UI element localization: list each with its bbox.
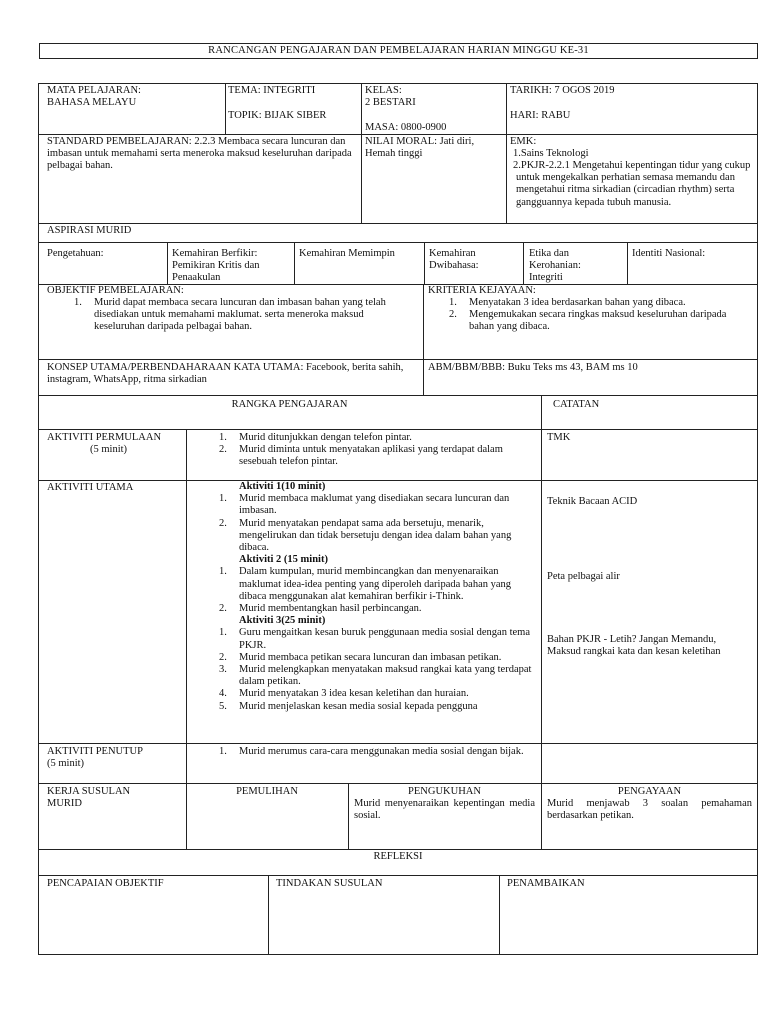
objektif-list bbox=[68, 297, 398, 334]
permulaan-catatan: TMK bbox=[547, 432, 571, 443]
mata-pelajaran-label: MATA PELAJARAN: bbox=[47, 85, 141, 96]
aktiviti-2-list bbox=[213, 566, 535, 615]
list-item: 1. Murid ditunjukkan dengan telefon pintar. bbox=[219, 432, 412, 443]
aspirasi-kemahiran-memimpin: Kemahiran Memimpin bbox=[299, 248, 395, 259]
susulan-label: KERJA SUSULAN MURID bbox=[47, 786, 131, 810]
list-item: 2. Murid menyatakan pendapat sama ada bersetuju, menarik, mengelirukan dan tidak bersetuju dengan idea dalam bahan yang dibaca. bbox=[219, 517, 512, 554]
utama-catatan-1: Teknik Bacaan ACID bbox=[547, 496, 638, 507]
pengukuhan-heading: PENGUKUHAN bbox=[408, 786, 481, 797]
aspirasi-dwibahasa: Kemahiran Dwibahasa: bbox=[429, 248, 479, 272]
pengayaan-heading: PENGAYAAN bbox=[617, 786, 682, 797]
rangka-heading: RANGKA PENGAJARAN bbox=[231, 399, 348, 410]
aspirasi-heading: ASPIRASI MURID bbox=[47, 225, 132, 236]
emk-item-1: 1.Sains Teknologi bbox=[513, 148, 589, 159]
kriteria-list bbox=[443, 297, 748, 334]
aspirasi-identiti: Identiti Nasional: bbox=[632, 248, 706, 259]
catatan-heading: CATATAN bbox=[553, 399, 600, 410]
refleksi-heading: REFLEKSI bbox=[373, 851, 423, 862]
standard-pembelajaran: STANDARD PEMBELAJARAN: 2.2.3 Membaca secara luncuran dan imbasan untuk memahami serta meneroka maksud keseluruhan daripada pelbagai bahan. bbox=[47, 136, 352, 172]
penutup-time: (5 minit) bbox=[47, 758, 85, 769]
list-item: 2. Mengemukakan secara ringkas maksud keseluruhan daripada bahan yang dibaca. bbox=[449, 309, 727, 333]
list-item: 1. Murid membaca maklumat yang disediakan secara luncuran dan imbasan. bbox=[219, 493, 510, 517]
hari: HARI: RABU bbox=[510, 110, 571, 121]
aspirasi-kemahiran-berfikir: Kemahiran Berfikir: Pemikiran Kritis dan Penaakulan bbox=[172, 248, 260, 284]
list-item: 4. Murid menyatakan 3 idea kesan keletihan dan huraian. bbox=[219, 688, 469, 700]
aspirasi-pengetahuan: Pengetahuan: bbox=[47, 248, 104, 259]
refleksi-tindakan: TINDAKAN SUSULAN bbox=[276, 878, 383, 889]
list-item: 1. Guru mengaitkan kesan buruk penggunaan media sosial dengan tema PKJR. bbox=[219, 627, 530, 651]
nilai-moral: NILAI MORAL: Jati diri, Hemah tinggi bbox=[365, 136, 475, 160]
pengayaan-text: Murid menjawab 3 soalan pemahaman berdasarkan petikan. bbox=[547, 798, 752, 822]
masa: MASA: 0800-0900 bbox=[365, 122, 447, 133]
pengukuhan-text: Murid menyenaraikan kepentingan media sosial. bbox=[354, 798, 535, 822]
kriteria-heading: KRITERIA KEJAYAAN: bbox=[428, 285, 536, 296]
mata-pelajaran-value: BAHASA MELAYU bbox=[47, 97, 137, 108]
permulaan-label: AKTIVITI PERMULAAN bbox=[47, 432, 162, 443]
tema: TEMA: INTEGRITI bbox=[228, 85, 316, 96]
penutup-label: AKTIVITI PENUTUP bbox=[47, 746, 143, 757]
list-item: 1. Murid dapat membaca secara luncuran dan imbasan bahan yang telah disediakan untuk memahami maklumat. serta meneroka maksud keseluruhan daripada pelbagai bahan. bbox=[74, 297, 386, 333]
pemulihan-heading: PEMULIHAN bbox=[236, 786, 298, 797]
objektif-heading: OBJEKTIF PEMBELAJARAN: bbox=[47, 285, 184, 296]
list-item: 3. Murid melengkapkan menyatakan maksud rangkai kata yang terdapat dalam petikan. bbox=[219, 664, 532, 688]
aktiviti-1-list bbox=[213, 493, 535, 554]
penutup-list bbox=[213, 746, 535, 758]
emk-item-2: 2.PKJR-2.2.1 Mengetahui kepentingan tidur yang cukup untuk mengekalkan perhatian semasa memandu dan mengetahui ritma sirkadian (circadian rhythm) serta gangguannya kepada tubuh manusia. bbox=[513, 160, 751, 208]
utama-label: AKTIVITI UTAMA bbox=[47, 482, 134, 493]
permulaan-list bbox=[213, 432, 535, 469]
list-item: 1. Murid merumus cara-cara menggunakan media sosial dengan bijak. bbox=[219, 746, 524, 757]
permulaan-time: (5 minit) bbox=[90, 444, 128, 455]
refleksi-pencapaian: PENCAPAIAN OBJEKTIF bbox=[47, 878, 164, 889]
topik: TOPIK: BIJAK SIBER bbox=[228, 110, 327, 121]
aktiviti-1-title: Aktiviti 1(10 minit) bbox=[239, 481, 326, 492]
abm-bbm: ABM/BBM/BBB: Buku Teks ms 43, BAM ms 10 bbox=[428, 362, 638, 373]
konsep-utama: KONSEP UTAMA/PERBENDAHARAAN KATA UTAMA: Facebook, berita sahih, instagram, WhatsApp, ritma sirkadian bbox=[47, 362, 404, 386]
list-item: 2. Murid membentangkan hasil perbincangan. bbox=[219, 603, 422, 615]
aspirasi-etika: Etika dan Kerohanian: Integriti bbox=[529, 248, 581, 284]
utama-catatan-3: Bahan PKJR - Letih? Jangan Memandu, Maksud rangkai kata dan kesan keletihan bbox=[547, 634, 721, 658]
list-item: 2. Murid membaca petikan secara luncuran dan imbasan petikan. bbox=[219, 651, 502, 663]
list-item: 2. Murid diminta untuk menyatakan aplikasi yang terdapat dalam sesebuah telefon pintar. bbox=[219, 444, 503, 468]
kelas-value: 2 BESTARI bbox=[365, 97, 416, 108]
kelas-label: KELAS: bbox=[365, 85, 402, 96]
aktiviti-2-title: Aktiviti 2 (15 minit) bbox=[239, 554, 328, 566]
tarikh: TARIKH: 7 OGOS 2019 bbox=[510, 85, 615, 96]
list-item: 5. Murid menjelaskan kesan media sosial kepada pengguna bbox=[219, 700, 478, 712]
utama-catatan-2: Peta pelbagai alir bbox=[547, 571, 620, 582]
aktiviti-3-list bbox=[213, 627, 535, 712]
emk-label: EMK: bbox=[510, 136, 537, 147]
refleksi-penambaikan: PENAMBAIKAN bbox=[507, 878, 585, 889]
list-item: 1. Menyatakan 3 idea berdasarkan bahan yang dibaca. bbox=[449, 297, 686, 308]
aktiviti-3-title: Aktiviti 3(25 minit) bbox=[239, 615, 326, 627]
list-item: 1. Dalam kumpulan, murid membincangkan dan menyenaraikan maklumat idea-idea penting yang diperoleh daripada bahan yang dibaca menggunakan alat kemahiran berfikir i-Think. bbox=[219, 566, 512, 602]
page-title: RANCANGAN PENGAJARAN DAN PEMBELAJARAN HARIAN MINGGU KE-31 bbox=[208, 45, 589, 56]
